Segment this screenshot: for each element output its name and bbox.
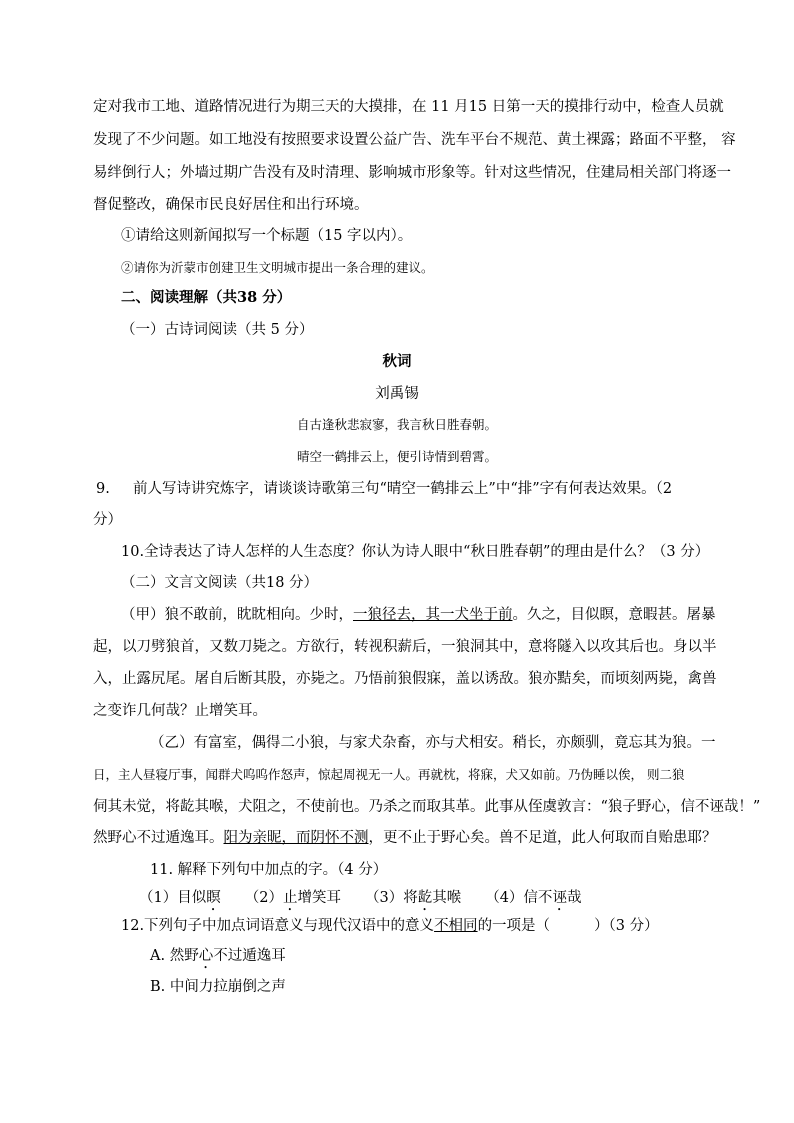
text-line: （乙）有富室，偶得二小狼，与家犬杂畜，亦与犬相安。稍长，亦颇驯，竟忘其为狼。一 <box>150 735 716 751</box>
underlined-sentence: 阳为亲昵，而阴怀不测 <box>223 830 369 846</box>
text-line: 然野心不过遁逸耳。阳为亲昵，而阴怀不测，更不止于野心矣。兽不足道，此人何取而自贻患耶？ <box>93 830 717 846</box>
text-line: 起，以刀劈狼首，又数刀毙之。方欲行，转视积薪后，一狼洞其中，意将隧入以攻其后也。身以半 <box>93 639 717 655</box>
option-b: B. 中间力拉崩倒之声 <box>150 979 286 995</box>
dotted-char: 止 <box>282 890 298 906</box>
question-text: 前人写诗讲究炼字，请谈谈诗歌第三句“晴空一鹤排云上”中“排”字有何表达效果。（2 <box>133 481 673 497</box>
subsection-heading: （二）文言文阅读（共18 分） <box>121 575 319 591</box>
text-line: 定对我市工地、道路情况进行为期三天的大摸排，在 11 月15 日第一天的摸排行动中，检查人员就 <box>93 99 724 115</box>
text-line: 易绊倒行人；外墙过期广告没有及时清理、影响城市形象等。针对这些情况，住建局相关部门将逐一 <box>93 165 731 181</box>
question-10: 10.全诗表达了诗人怎样的人生态度？你认为诗人眼中“秋日胜春朝”的理由是什么？（3 分） <box>121 544 710 560</box>
question-title: ①请给这则新闻拟写一个标题（15 字以内）。 <box>121 228 413 244</box>
question-number: 9. <box>96 481 110 497</box>
dotted-char: 心 <box>198 948 214 964</box>
poem-title: 秋词 <box>382 353 412 370</box>
dotted-char: 诬 <box>552 890 567 906</box>
text-line: 入，止露尻尾。屠自后断其股，亦毙之。乃悟前狼假寐，盖以诱敌。狼亦黠矣，而顷刻两毙，禽兽 <box>93 671 717 687</box>
text-line: 伺其未觉，将龁其喉，犬阻之，不使前也。乃杀之而取其革。此事从侄虞敦言：“狼子野心，信不诬哉！” <box>93 799 761 815</box>
text-line: 之变诈几何哉？止增笑耳。 <box>93 703 267 719</box>
dotted-char: 瞑 <box>206 890 221 906</box>
underlined-sentence: 一狼径去，其一犬坐于前 <box>353 607 513 623</box>
option-a: A. 然野心不过遁逸耳 <box>150 948 286 964</box>
question-suggestion: ②请你为沂蒙市创建卫生文明城市提出一条合理的建议。 <box>121 260 434 275</box>
poem-line: 晴空一鹤排云上，便引诗情到碧霄。 <box>296 449 497 464</box>
underlined-word: 不相同 <box>434 918 478 934</box>
dotted-char: 龁 <box>417 890 433 906</box>
text-line: 日，主人昼寝厅事，闻群犬呜呜作怒声，惊起周视无一人。再就枕，将寐，犬又如前。乃伪睡以俟， 则二狼 <box>93 767 685 782</box>
question-stem: 12.下列句子中加点词语意义与现代汉语中的意义不相同的一项是（ ）（3 分） <box>121 918 659 934</box>
question-stem: 11. 解释下列句中加点的字。（4 分） <box>150 862 388 878</box>
section-heading: 二、阅读理解（共38 分） <box>121 289 292 306</box>
question-text: 分） <box>93 512 122 528</box>
subsection-heading: （一）古诗词阅读（共 5 分） <box>121 322 314 338</box>
poem-line: 自古逢秋悲寂寥，我言秋日胜春朝。 <box>296 417 497 432</box>
text-line: 发现了不少问题。如工地没有按照要求设置公益广告、洗车平台不规范、黄土裸露；路面不平整， 容 <box>93 132 736 148</box>
text-line: （甲）狼不敢前，眈眈相向。少时，一狼径去，其一犬坐于前。久之，目似瞑，意暇甚。屠暴 <box>121 607 716 623</box>
question-options: （1）目似瞑 （2）止增笑耳 （3）将龁其喉 （4）信不诬哉 <box>139 890 582 906</box>
text-line: 督促整改，确保市民良好居住和出行环境。 <box>93 197 369 213</box>
poem-author: 刘禹锡 <box>375 386 419 402</box>
